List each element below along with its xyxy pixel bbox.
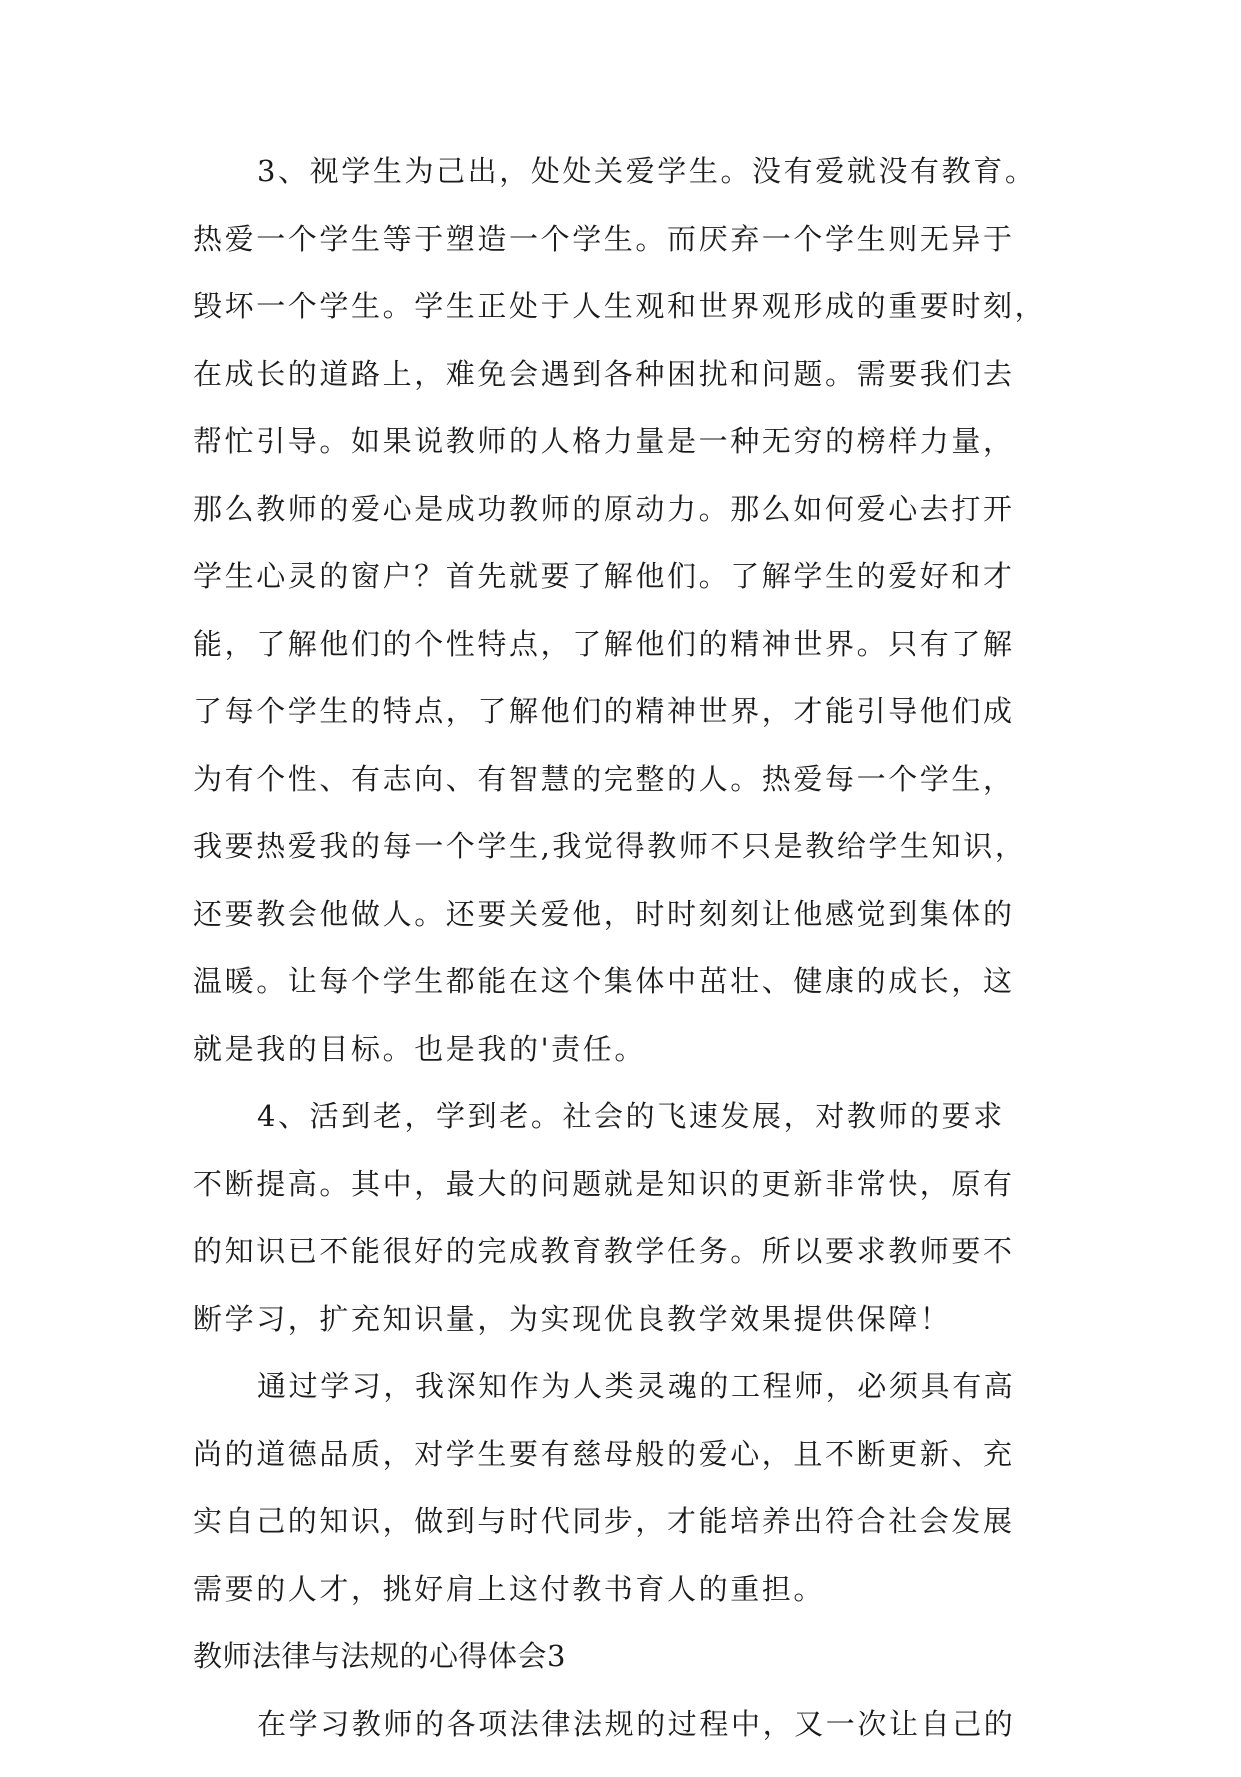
- paragraph-3-line-8: 能，了解他们的个性特点，了解他们的精神世界。只有了解: [193, 626, 1015, 661]
- document-body: [193, 154, 1093, 1777]
- paragraph-3-line-4: 在成长的道路上，难免会遇到各种困扰和问题。需要我们去: [193, 356, 1015, 391]
- paragraph-4-line-3: 的知识已不能很好的完成教育教学任务。所以要求教师要不: [193, 1234, 1015, 1268]
- conclusion-line-3: 实自己的知识，做到与时代同步，才能培养出符合社会发展: [193, 1504, 1015, 1538]
- section-heading: 教师法律与法规的心得体会3: [193, 1639, 566, 1673]
- paragraph-3-line-7: 学生心灵的窗户？首先就要了解他们。了解学生的爱好和才: [193, 559, 1015, 593]
- paragraph-3-line-12: 还要教会他做人。还要关爱他，时时刻刻让他感觉到集体的: [193, 896, 1015, 931]
- paragraph-3-line-14: 就是我的目标。也是我的'责任。: [193, 1031, 646, 1066]
- paragraph-3-line-9: 了每个学生的特点，了解他们的精神世界，才能引导他们成: [193, 694, 1015, 728]
- conclusion-line-1: 通过学习，我深知作为人类灵魂的工程师，必须具有高: [257, 1369, 1016, 1403]
- paragraph-3-line-1: 3、视学生为己出，处处关爱学生。没有爱就没有教育。: [257, 154, 1037, 188]
- paragraph-4-line-2: 不断提高。其中，最大的问题就是知识的更新非常快，原有: [193, 1166, 1015, 1201]
- paragraph-3-line-6: 那么教师的爱心是成功教师的原动力。那么如何爱心去打开: [193, 491, 1015, 526]
- paragraph-3-line-3: 毁坏一个学生。学生正处于人生观和世界观形成的重要时刻，: [193, 289, 1047, 323]
- paragraph-4-line-4: 断学习，扩充知识量，为实现优良教学效果提供保障！: [193, 1301, 952, 1336]
- paragraph-3-line-2: 热爱一个学生等于塑造一个学生。而厌弃一个学生则无异于: [193, 221, 1015, 256]
- conclusion-line-2: 尚的道德品质，对学生要有慈母般的爱心，且不断更新、充: [193, 1436, 1015, 1471]
- paragraph-3-line-11: 我要热爱我的每一个学生,我觉得教师不只是教给学生知识，: [193, 829, 1027, 863]
- next-section-line-1: 在学习教师的各项法律法规的过程中，又一次让自己的: [257, 1706, 1016, 1741]
- paragraph-3-line-13: 温暖。让每个学生都能在这个集体中茁壮、健康的成长，这: [193, 964, 1015, 998]
- paragraph-3-line-5: 帮忙引导。如果说教师的人格力量是一种无穷的榜样力量，: [193, 424, 1015, 458]
- conclusion-line-4: 需要的人才，挑好肩上这付教书育人的重担。: [193, 1571, 826, 1606]
- paragraph-3-line-10: 为有个性、有志向、有智慧的完整的人。热爱每一个学生，: [193, 761, 1015, 796]
- paragraph-4-line-1: 4、活到老，学到老。社会的飞速发展，对教师的要求: [257, 1099, 1005, 1133]
